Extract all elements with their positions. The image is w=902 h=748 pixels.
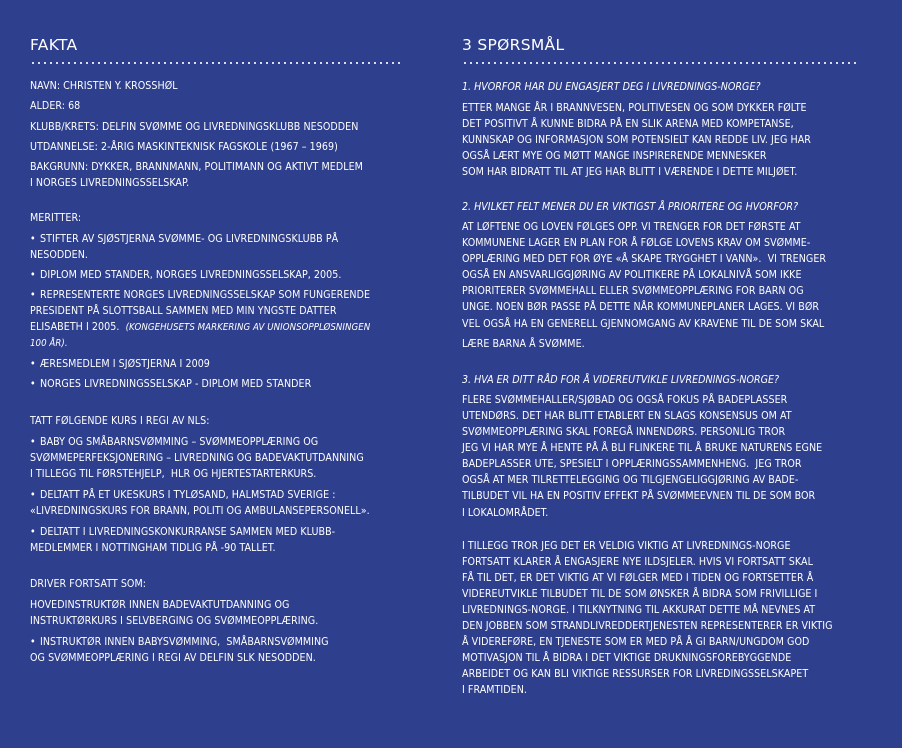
question-1: 1. HVORFOR HAR DU ENGASJERT DEG I LIVREDNINGS-NORGE? [462, 81, 761, 93]
answer-2-line: LÆRE BARNA Å SVØMME. [462, 338, 585, 350]
answer-1-line: KUNNSKAP OG INFORMASJON SOM POTENSIELT KAN REDDE LIV. JEG HAR [462, 134, 811, 146]
kurs-item: • DELTATT PÅ ET UKESKURS I TYLØSAND, HALMSTAD SVERIGE : [30, 489, 336, 501]
answer-2-line: UNGE. NOEN BØR PASSE PÅ DETTE NÅR KOMMUNEPLANER LAGES. VI BØR [462, 301, 820, 313]
fact-age: ALDER: 68 [30, 100, 81, 112]
merit-item-cont: ELISABETH I 2005. (KONGEHUSETS MARKERING AV UNIONSOPPLØSNINGEN [30, 321, 371, 333]
driver-line: INSTRUKTØRKURS I SELVBERGING OG SVØMMEOPPLÆRING. [30, 615, 319, 627]
fact-name: NAVN: CHRISTEN Y. KROSSHØL [30, 80, 178, 92]
merit-item: • ÆRESMEDLEM I SJØSTJERNA I 2009 [30, 358, 210, 370]
merit-item: • REPRESENTERTE NORGES LIVREDNINGSSELSKAP SOM FUNGERENDE [30, 289, 371, 301]
answer-2-line: OPPLÆRING MED DET FOR ØYE «Å SKAPE TRYGGHET I VANN». VI TRENGER [462, 253, 827, 265]
driver-line: HOVEDINSTRUKTØR INNEN BADEVAKTUTDANNING OG [30, 599, 290, 611]
driver-item-cont: OG SVØMMEOPPLÆRING I REGI AV DELFIN SLK NESODDEN. [30, 652, 316, 664]
answer-2-line: OGSÅ EN ANSVARLIGGJØRING AV POLITIKERE PÅ LOKALNIVÅ SOM IKKE [462, 269, 802, 281]
answer-4-line: I TILLEGG TROR JEG DET ER VELDIG VIKTIG AT LIVREDNINGS-NORGE [462, 540, 791, 552]
sporsmal-heading: 3 SPØRSMÅL [462, 36, 565, 54]
kurs-item-cont: MEDLEMMER I NOTTINGHAM TIDLIG PÅ -90 TALLET. [30, 542, 276, 554]
merit-note: (KONGEHUSETS MARKERING AV UNIONSOPPLØSNINGEN [125, 322, 371, 333]
answer-4-line: LIVREDNINGS-NORGE. I TILKNYTNING TIL AKKURAT DETTE MÅ NEVNES AT [462, 604, 816, 616]
answer-4-line: FORTSATT KLARER Å ENGASJERE NYE ILDSJELER. HVIS VI FORTSATT SKAL [462, 556, 813, 568]
merit-item: • DIPLOM MED STANDER, NORGES LIVREDNINGSSELSKAP, 2005. [30, 269, 342, 281]
fact-education: UTDANNELSE: 2-ÅRIG MASKINTEKNISK FAGSKOLE (1967 – 1969) [30, 141, 338, 153]
fact-club: KLUBB/KRETS: DELFIN SVØMME OG LIVREDNINGSKLUBB NESODDEN [30, 121, 359, 133]
answer-1-line: SOM HAR BIDRATT TIL AT JEG HAR BLITT I VÆRENDE I DETTE MILJØET. [462, 166, 798, 178]
question-2: 2. HVILKET FELT MENER DU ER VIKTIGST Å PRIORITERE OG HVORFOR? [462, 201, 799, 213]
merit-item: • STIFTER AV SJØSTJERNA SVØMME- OG LIVREDNINGSKLUBB PÅ [30, 233, 339, 245]
kurs-item: • DELTATT I LIVREDNINGSKONKURRANSE SAMMEN MED KLUBB- [30, 526, 336, 538]
driver-title: DRIVER FORTSATT SOM: [30, 578, 147, 590]
answer-3-line: JEG VI HAR MYE Å HENTE PÅ Å BLI FLINKERE TIL Å BRUKE NATURENS EGNE [462, 442, 823, 454]
answer-2-line: KOMMUNENE LAGER EN PLAN FOR Å FØLGE LOVENS KRAV OM SVØMME- [462, 237, 811, 249]
answer-2-line: VEL OGSÅ HA EN GENERELL GJENNOMGANG AV KRAVENE TIL DE SOM SKAL [462, 318, 825, 330]
merit-item: • NORGES LIVREDNINGSSELSKAP - DIPLOM MED STANDER [30, 378, 312, 390]
meritter-title: MERITTER: [30, 212, 82, 224]
sporsmal-dotted-divider [462, 62, 860, 64]
kurs-item-cont: SVØMMEPERFEKSJONERING – LIVREDNING OG BADEVAKTUTDANNING [30, 452, 364, 464]
answer-1-line: OGSÅ LÆRT MYE OG MØTT MANGE INSPIRERENDE MENNESKER [462, 150, 767, 162]
answer-4-line: FÅ TIL DET, ER DET VIKTIG AT VI FØLGER MED I TIDEN OG FORTSETTER Å [462, 572, 814, 584]
answer-3-line: I LOKALOMRÅDET. [462, 507, 549, 519]
answer-3-line: TILBUDET VIL HA EN POSITIV EFFEKT PÅ SVØMMEEVNEN TIL DE SOM BOR [462, 490, 816, 502]
answer-4-line: VIDEREUTVIKLE TILBUDET TIL DE SOM ØNSKER Å BIDRA SOM FRIVILLIGE I [462, 588, 818, 600]
answer-4-line: DEN JOBBEN SOM STRANDLIVREDDERTJENESTEN REPRESENTERER ER VIKTIG [462, 620, 833, 632]
answer-4-line: ARBEIDET OG KAN BLI VIKTIGE RESSURSER FOR LIVREDINGSSELSKAPET [462, 668, 809, 680]
driver-item: • INSTRUKTØR INNEN BABYSVØMMING, SMÅBARNSVØMMING [30, 636, 329, 648]
fact-background-cont: I NORGES LIVREDNINGSSELSKAP. [30, 177, 190, 189]
answer-1-line: DET POSITIVT Å KUNNE BIDRA PÅ EN SLIK ARENA MED KOMPETANSE, [462, 118, 794, 130]
merit-note-cont: 100 ÅR). [30, 338, 68, 349]
fakta-dotted-divider [30, 62, 402, 64]
answer-1-line: ETTER MANGE ÅR I BRANNVESEN, POLITIVESEN OG SOM DYKKER FØLTE [462, 102, 807, 114]
answer-3-line: OGSÅ AT MER TILRETTELEGGING OG TILGJENGELIGGJØRING AV BADE- [462, 474, 799, 486]
answer-2-line: PRIORITERER SVØMMEHALL ELLER SVØMMEOPPLÆRING FOR BARN OG [462, 285, 804, 297]
question-3: 3. HVA ER DITT RÅD FOR Å VIDEREUTVIKLE LIVREDNINGS-NORGE? [462, 374, 780, 386]
answer-3-line: FLERE SVØMMEHALLER/SJØBAD OG OGSÅ FOKUS PÅ BADEPLASSER [462, 394, 788, 406]
merit-item-cont: PRESIDENT PÅ SLOTTSBALL SAMMEN MED MIN YNGSTE DATTER [30, 305, 337, 317]
kurs-item-cont: I TILLEGG TIL FØRSTEHJELP, HLR OG HJERTESTARTERKURS. [30, 468, 317, 480]
answer-4-line: Å VIDEREFØRE, EN TJENESTE SOM ER MED PÅ Å GI BARN/UNGDOM GOD [462, 636, 810, 648]
kurs-item: • BABY OG SMÅBARNSVØMMING – SVØMMEOPPLÆRING OG [30, 436, 319, 448]
kurs-item-cont: «LIVREDNINGSKURS FOR BRANN, POLITI OG AMBULANSEPERSONELL». [30, 505, 370, 517]
answer-3-line: SVØMMEOPPLÆRING SKAL FOREGÅ INNENDØRS. PERSONLIG TROR [462, 426, 786, 438]
fakta-heading: FAKTA [30, 36, 78, 54]
answer-3-line: BADEPLASSER UTE, SPESIELT I OPPLÆRINGSSAMMENHENG. JEG TROR [462, 458, 802, 470]
answer-2-line: AT LØFTENE OG LOVEN FØLGES OPP. VI TRENGER FOR DET FØRSTE AT [462, 221, 801, 233]
answer-4-line: MOTIVASJON TIL Å BIDRA I DET VIKTIGE DRUKNINGSFOREBYGGENDE [462, 652, 792, 664]
fact-background: BAKGRUNN: DYKKER, BRANNMANN, POLITIMANN OG AKTIVT MEDLEM [30, 161, 363, 173]
kurs-title: TATT FØLGENDE KURS I REGI AV NLS: [30, 415, 210, 427]
merit-item-cont: NESODDEN. [30, 249, 89, 261]
answer-4-line: I FRAMTIDEN. [462, 684, 527, 696]
answer-3-line: UTENDØRS. DET HAR BLITT ETABLERT EN SLAGS KONSENSUS OM AT [462, 410, 792, 422]
